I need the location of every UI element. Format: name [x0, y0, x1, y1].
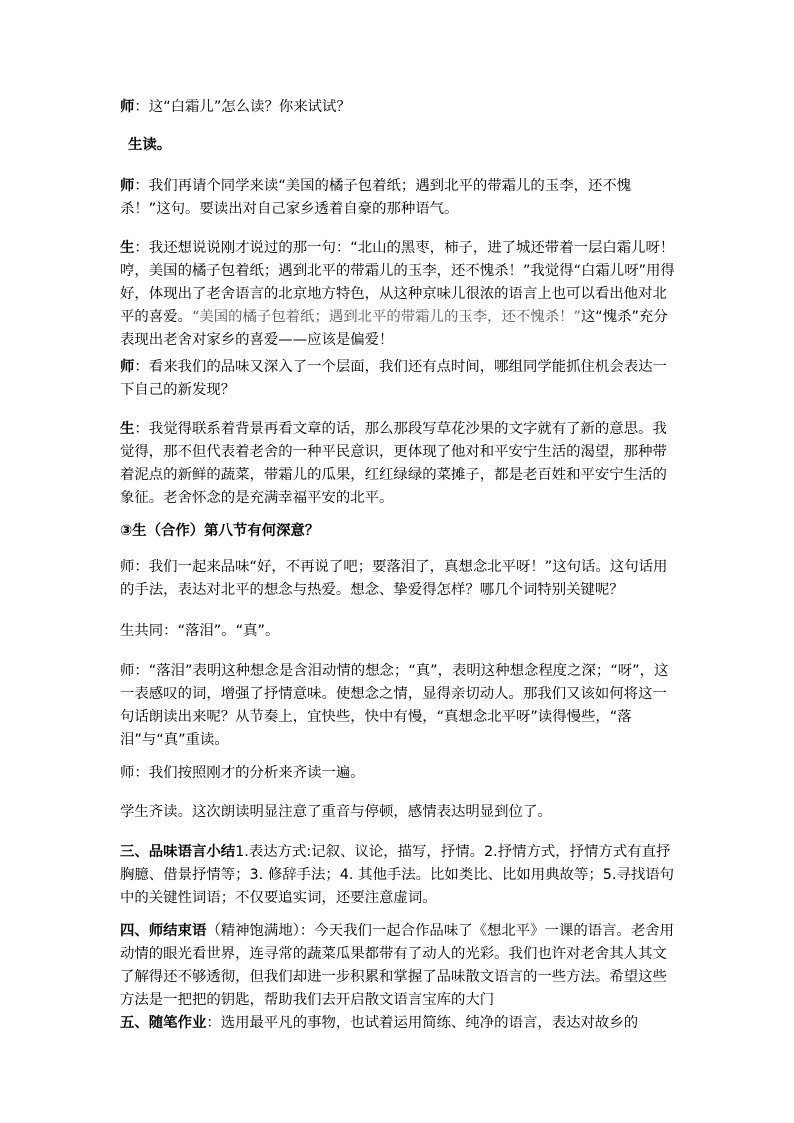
paragraph-text: ：我还想说说刚才说过的那一句：“北山的黑枣，柿子，进了城还带着一层白霜儿呀！哼，美国的橘子包着纸；遇到北平的带霜儿的玉李，还不愧杀！”我觉得“白霜儿呀”用得好，体现出了老舍语言的北京地方特色，从这种京味儿很浓的语言上也可以看出他对北平的喜爱。 [120, 240, 675, 325]
paragraph-teacher-prompt [120, 356, 676, 402]
paragraph-text: ：看来我们的品味又深入了一个层面，我们还有点时间，哪组同学能抓住机会表达一下自己的新发现？ [120, 359, 667, 398]
paragraph-text-tail: 这“愧杀”充分表现出老舍对家乡的喜爱——应该是偏爱！ [120, 309, 668, 348]
paragraph-text: 生读。 [128, 137, 172, 153]
paragraph-text: 学生齐读。这次朗读明显注意了重音与停顿，感情表达明显到位了。 [120, 804, 552, 820]
paragraph-students-answer [120, 620, 676, 643]
heading-text: ③生（合作）第八节有何深意？ [120, 523, 320, 539]
paragraph-student-discovery [120, 418, 676, 510]
section-heading-eighth [120, 520, 676, 543]
paragraph-text: ：选用最平凡的事物，也试着运用简练、纯净的语言，表达对故乡的 [206, 1015, 639, 1031]
speaker-label: 生 [120, 240, 135, 256]
section-heading: 五、随笔作业 [120, 1015, 207, 1031]
paragraph-teacher-read-together [120, 762, 676, 785]
paragraph-teacher-analysis [120, 556, 676, 602]
paragraph-text: ：我们再请个同学来读“美国的橘子包着纸；遇到北平的带霜儿的玉李，还不愧杀！”这句。要读出对自己家乡透着自豪的那种语气。 [120, 178, 632, 217]
stage-direction: （精神饱满地） [206, 923, 300, 939]
speaker-label: 师 [120, 178, 135, 194]
section-heading: 四、师结束语 [120, 923, 207, 939]
paragraph-text: ：这“白霜儿”怎么读？你来试试？ [134, 99, 351, 115]
paragraph-text: 师：我们按照刚才的分析来齐读一遍。 [120, 765, 365, 781]
paragraph-text: 生共同：“落泪”。“真”。 [120, 623, 280, 639]
paragraph-text: 师：“落泪”表明这种想念是含泪动情的想念；“真”，表明这种想念程度之深；“呀”，这一表感叹的词，增强了抒情意味。使想念之情，显得亲切动人。那我们又该如何将这一句话朗读出来呢？从节奏上，宜快些，快中有慢，“真想念北平呀”读得慢些，“落泪”与“真”重读。 [120, 663, 669, 748]
paragraph-summary [120, 841, 676, 910]
paragraph-teacher-explanation [120, 660, 676, 752]
speaker-label: 师 [120, 99, 135, 115]
quoted-sentence: “美国的橘子包着纸；遇到北平的带霜儿的玉李，还不愧杀！” [191, 309, 581, 325]
paragraph-text: 1.表达方式:记叙、议论，描写，抒情。2.抒情方式，抒情方式有直抒胸臆、借景抒情等；3. 修辞手法；4. 其他手法。比如类比、比如用典故等；5.寻找语句中的关键性词语；不仅要追实词，还要注意虚词。 [120, 844, 675, 906]
section-heading: 三、品味语言小结 [120, 844, 236, 860]
paragraph-text: ：今天我们一起合作品味了《想北平》一课的语言。老舍用动情的眼光看世界，连寻常的蔬菜瓜果都带有了动人的光彩。我们也许对老舍其人其文了解得还不够透彻，但我们却进一步积累和掌握了品味散文语言的一些方法。希望这些方法是一把把的钥匙，帮助我们去开启散文语言宝库的大门 [120, 923, 675, 1008]
paragraph-students-read [120, 801, 676, 824]
paragraph-student-comment [120, 237, 676, 352]
paragraph-teacher-question [120, 96, 676, 119]
paragraph-student-reads [128, 134, 684, 157]
speaker-label: 生 [120, 421, 135, 437]
paragraph-text: 师：我们一起来品味“好，不再说了吧；要落泪了，真想念北平呀！”这句话。这句话用的手法，表达对北平的想念与热爱。想念、挚爱得怎样？哪几个词特别关键呢？ [120, 559, 668, 598]
paragraph-closing-remarks [120, 920, 676, 1012]
paragraph-homework [120, 1012, 676, 1035]
paragraph-teacher-request [120, 175, 676, 221]
paragraph-text: ：我觉得联系着背景再看文章的话，那么那段写草花沙果的文字就有了新的意思。我觉得，那不但代表着老舍的一种平民意识，更体现了他对和平安宁生活的渴望，那种带着泥点的新鲜的蔬菜，带霜儿的瓜果，红红绿绿的菜摊子，都是老百姓和平安宁生活的象征。老舍怀念的是充满幸福平安的北平。 [120, 421, 667, 506]
speaker-label: 师 [120, 359, 135, 375]
